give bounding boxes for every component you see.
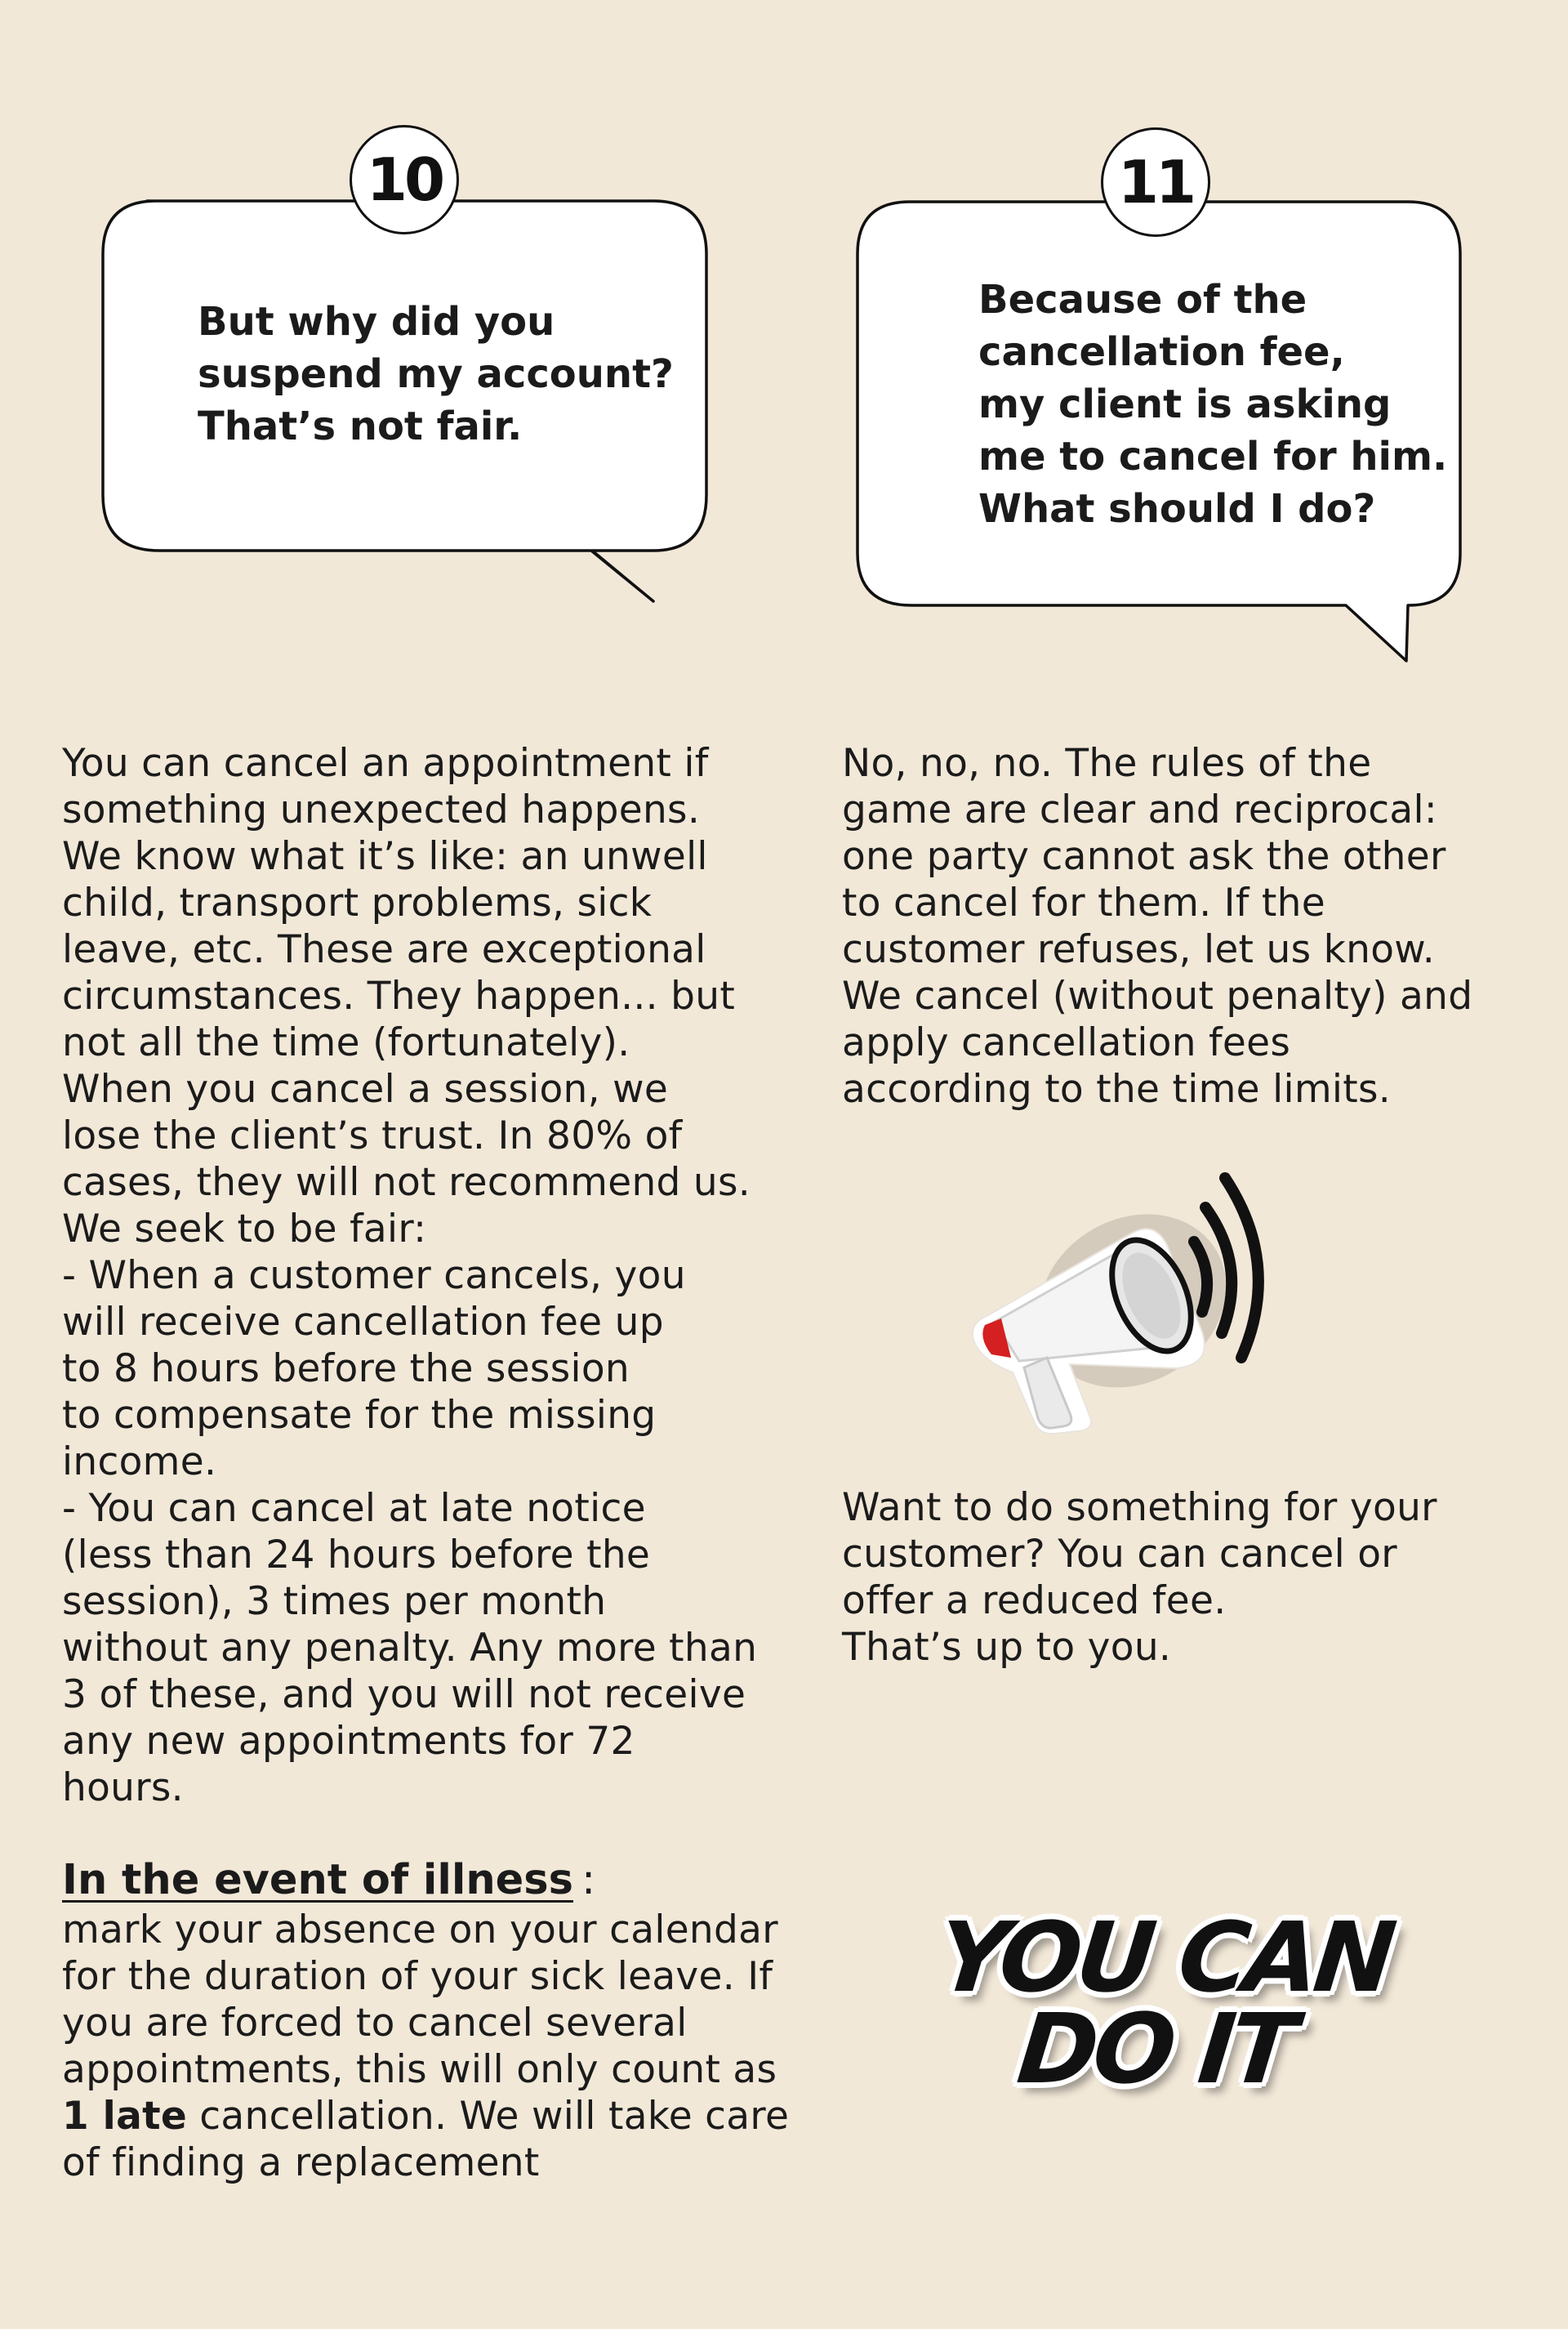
step-number-badge: 11 bbox=[1101, 127, 1210, 237]
bubble-question-text: But why did you suspend my account? That’s not fair. bbox=[198, 299, 674, 449]
cancellation-policy-text: You can cancel an appointment if something unexpected happens. We know what it’s like: an unwell child, transport problems, sick leave, etc. These are exceptional circumstances. They happen... but not all the time (fortunately). When you cancel a session, we lose the client’s trust. In 80% of cases, they will not recommend us. We seek to be fair: - When a customer cancels, you will receive cancellation fee up to 8 hours before the session to compensate for the missing income. - You can cancel at late notice (less than 24 hours before the session), 3 times per month without any penalty. Any more than 3 of these, and you will not receive any new appointments for 72 hours. bbox=[62, 741, 758, 1810]
you-can-do-it-sticker bbox=[864, 1901, 1455, 2105]
illness-body-part-1: mark your absence on your calendar for the duration of your sick leave. If you are forced to cancel several appointments, this will only count as bbox=[62, 1907, 778, 2092]
illness-body-part-2: cancellation. We will take care of finding a replacement bbox=[62, 2094, 790, 2185]
customer-option-text: Want to do something for your customer? You can cancel or offer a reduced fee. That’s up to you. bbox=[842, 1485, 1437, 1670]
sticker-line-1: YOU CAN bbox=[933, 1901, 1396, 2014]
illness-body-bold: 1 late bbox=[62, 2094, 188, 2139]
illness-heading bbox=[62, 1854, 595, 1907]
sticker-line-2: DO IT bbox=[1012, 1992, 1298, 2105]
illness-body-text bbox=[62, 1907, 797, 2186]
megaphone-icon bbox=[956, 1144, 1282, 1446]
bubble-question-text: Because of the cancellation fee, my client is asking me to cancel for him. What should I do? bbox=[978, 277, 1448, 532]
reciprocal-rules-text: No, no, no. The rules of the game are clear and reciprocal: one party cannot ask the other to cancel for them. If the customer refuses, let us know. We cancel (without penalty) and apply cancellation fees according to the time limits. bbox=[842, 741, 1473, 1112]
speech-bubble-10 bbox=[98, 196, 719, 605]
illness-heading-colon: : bbox=[581, 1856, 596, 1904]
speech-bubble-11 bbox=[854, 199, 1463, 664]
illness-heading-label: In the event of illness bbox=[62, 1856, 573, 1904]
step-number-badge: 10 bbox=[350, 125, 459, 234]
